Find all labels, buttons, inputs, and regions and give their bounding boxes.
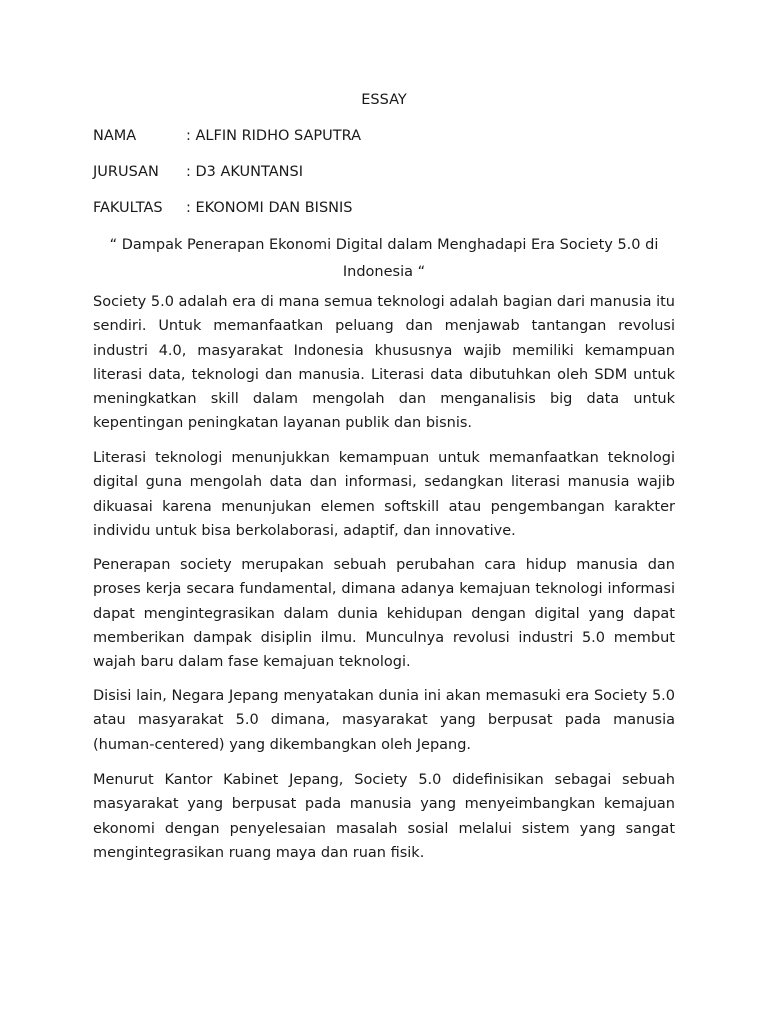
paragraph: Literasi teknologi menunjukkan kemampuan untuk memanfaatkan teknologi digital guna mengolah data dan informasi, sedangkan literasi manusia wajib dikuasai karena menunjukan elemen softskill atau pengembangan karakter individu untuk bisa berkolaborasi, adaptif, dan innovative. [93,450,675,539]
identity-label: FAKULTAS [93,200,163,216]
paragraph: Penerapan society merupakan sebuah perubahan cara hidup manusia dan proses kerja secara fundamental, dimana adanya kemajuan teknologi informasi dapat mengintegrasikan dalam dunia kehidupan dengan digital yang dapat memberikan dampak disiplin ilmu. Munculnya revolusi industri 5.0 membut wajah baru dalam fase kemajuan teknologi. [93,557,675,671]
identity-row-faculty [93,198,352,218]
identity-row-department [93,162,303,182]
paragraph: Disisi lain, Negara Jepang menyatakan dunia ini akan memasuki era Society 5.0 atau masyarakat 5.0 dimana, masyarakat yang berpusat pada manusia (human-centered) yang dikembangkan oleh Jepang. [93,688,675,753]
identity-value: : EKONOMI DAN BISNIS [186,200,353,216]
paragraph: Menurut Kantor Kabinet Jepang, Society 5.0 didefinisikan sebagai sebuah masyarakat yang berpusat pada manusia yang menyeimbangkan kemajuan ekonomi dengan penyelesaian masalah sosial melalui sistem yang sangat mengintegrasikan ruang maya dan ruan fisik. [93,772,675,861]
document-title: ESSAY [361,92,407,108]
paragraph: Society 5.0 adalah era di mana semua teknologi adalah bagian dari manusia itu sendiri. Untuk memanfaatkan peluang dan menjawab tantangan revolusi industri 4.0, masyarakat Indonesia khususnya wajib memiliki kemampuan literasi data, teknologi dan manusia. Literasi data dibutuhkan oleh SDM untuk meningkatkan skill dalam mengolah dan menganalisis big data untuk kepentingan peningkatan layanan publik dan bisnis. [93,294,675,432]
identity-value: : ALFIN RIDHO SAPUTRA [186,128,362,144]
identity-value: : D3 AKUNTANSI [186,164,303,180]
identity-label: JURUSAN [93,164,159,180]
essay-heading: “ Dampak Penerapan Ekonomi Digital dalam Menghadapi Era Society 5.0 di Indonesia “ [109,237,659,280]
identity-label: NAMA [93,128,137,144]
identity-row-name [93,126,361,146]
